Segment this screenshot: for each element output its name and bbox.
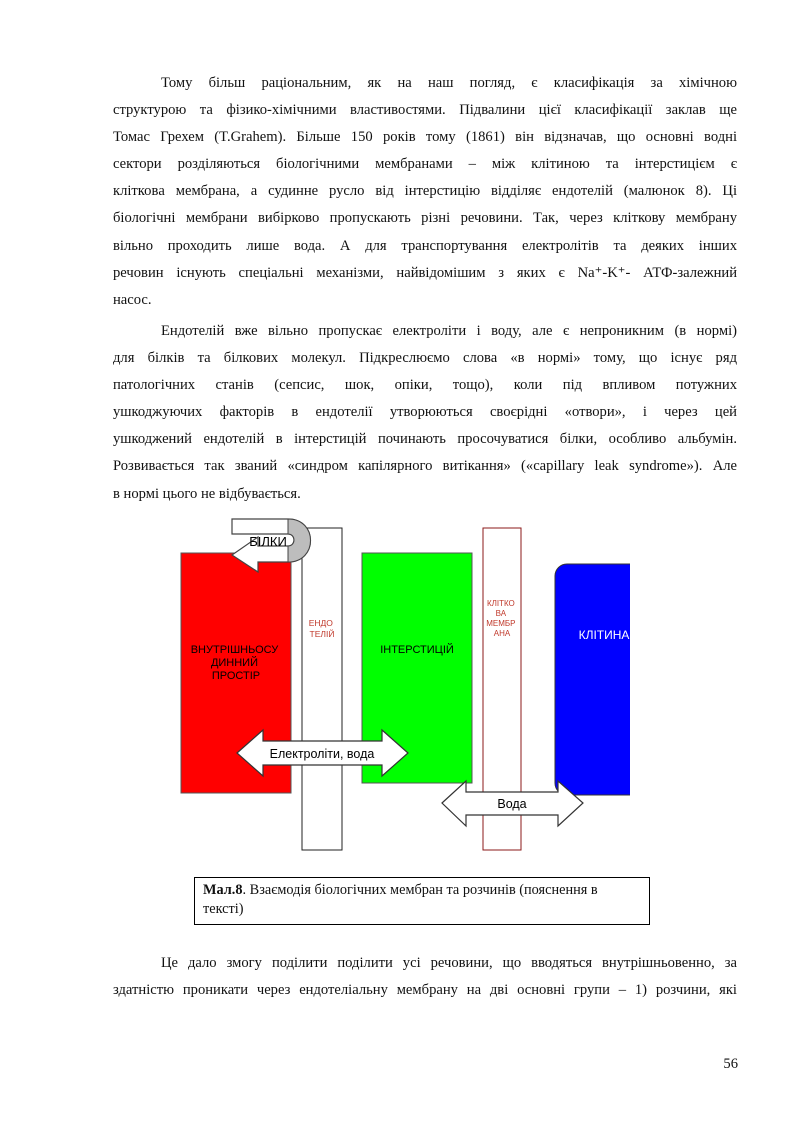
text-line: Це дало змогу поділити поділити усі речовини, що вводяться внутрішньовенно, за (161, 955, 737, 971)
cell (555, 564, 630, 795)
page-number: 56 (723, 1056, 738, 1072)
membrane-diagram (170, 512, 630, 857)
membrane-diagram-svg (170, 512, 630, 857)
endothelium-label: ЕНДО ТЕЛІЙ (308, 618, 335, 639)
cell-membrane-label: КЛІТКО ВА МЕМБР АНА (486, 599, 516, 638)
intravascular-label: ВНУТРІШНЬОСУ ДИННИЙ ПРОСТІР (190, 644, 279, 682)
text-line: вільно проходить лише вода. А для транспортування електролітів та деяких інших (113, 237, 737, 254)
text-line: для білків та білкових молекул. Підкреслюємо слова «в нормі» тому, що існує ряд (113, 350, 737, 367)
text-line: біологічні мембрани вибірково пропускають різні речовини. Так, через кліткову мембрану (113, 210, 737, 227)
paragraph-2 (113, 318, 737, 508)
text-line: структурою та фізико-хімічними властивостями. Підвалини цієї класифікації заклав ще (113, 102, 737, 119)
interstitium-label: ІНТЕРСТИЦІЙ (380, 644, 454, 656)
text-line: здатністю проникати через ендотеліальну мембрану на дві основні групи – 1) розчини, які (113, 982, 737, 999)
cell-label: КЛІТИНА (578, 628, 630, 642)
text-line: Ендотелій вже вільно пропускає електроліти і воду, але є непроникним (в нормі) (161, 323, 737, 339)
text-line: Тому більш раціональним, як на наш погляд, є класифікація за хімічною (161, 75, 737, 91)
text-line: ушкоджуючих факторів в ендотелії утворюються своєрідні «отвори», і через цей (113, 404, 737, 421)
text-line: патологічних станів (сепсис, шок, опіки, тощо), коли під впливом потужних (113, 377, 737, 394)
electrolytes-label: Електроліти, вода (269, 747, 375, 761)
text-line: Розвивається так званий «синдром капілярного витікання» («capillary leak syndrome»). Але (113, 458, 737, 475)
text-line: в нормі цього не відбувається. (113, 485, 301, 502)
text-line: клітковa мембрана, а судинне русло від інтерстицію відділяє ендотелій (малюнок 8). Ці (113, 183, 737, 200)
text-line: насос. (113, 291, 152, 308)
figure-caption (194, 877, 650, 925)
text-line: ушкоджений ендотелій в інтерстицій починають просочуватися білки, особливо альбумін. (113, 431, 737, 448)
water-label: Вода (497, 797, 527, 811)
caption-label: Мал.8 (203, 882, 243, 898)
caption-text: . Взаємодія біологічних мембран та розчинів (пояснення в тексті) (203, 882, 598, 917)
text-line: речовин існують спеціальні механізми, найвідомішим з яких є Na⁺-K⁺- АТФ-залежний (113, 264, 737, 281)
text-line: Томас Грехем (T.Grahem). Більше 150 років тому (1861) він відзначав, що основні водні (113, 129, 737, 146)
proteins-label: БІЛКИ (249, 534, 287, 549)
endothelium (302, 528, 342, 850)
paragraph-1 (113, 70, 737, 314)
text-line: сектори розділяються біологічними мембранами – між клітиною та інтерстицієм є (113, 156, 737, 173)
paragraph-3 (113, 950, 737, 1004)
